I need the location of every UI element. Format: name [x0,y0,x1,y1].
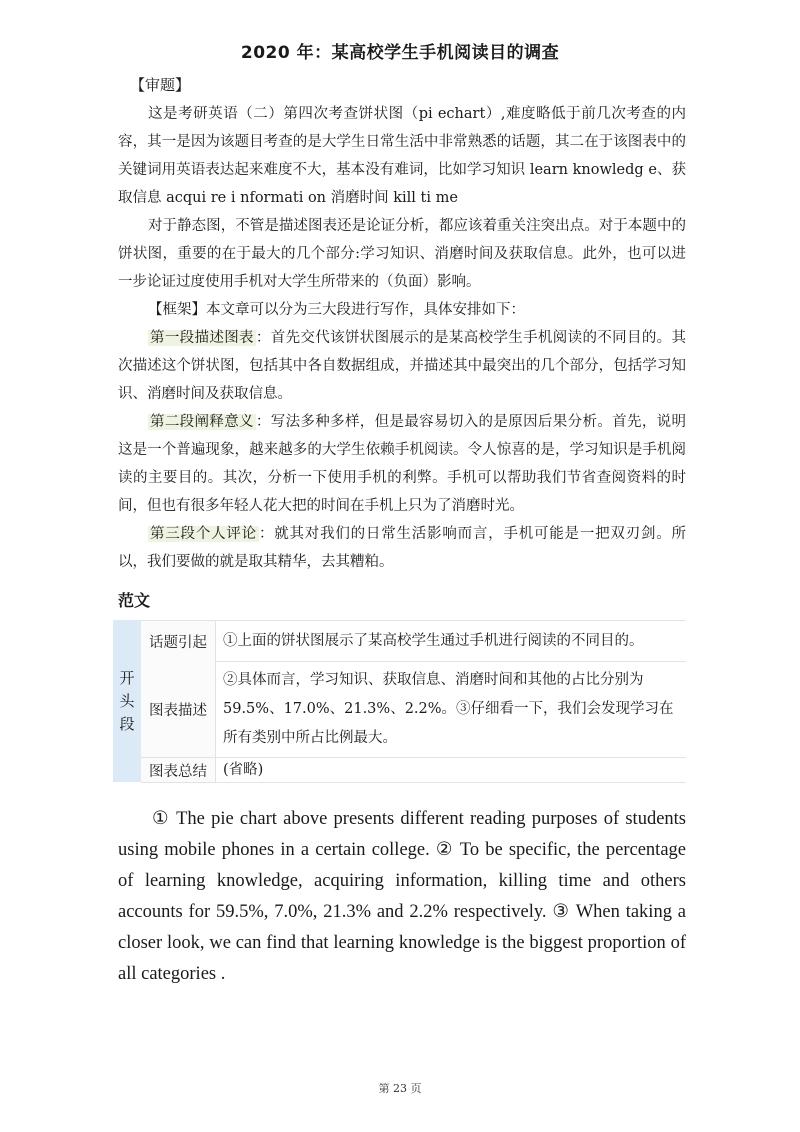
kuangjia-para3-text: ：就其对我们的日常生活影响而言，手机可能是一把双刃剑。所以，我们要做的就是取其精华，去其糟粕。 [118,526,687,570]
kuangjia-para2-text: ：写法多种多样，但是最容易切入的是原因后果分析。首先，说明这是一个普遍现象，越来越多的大学生依赖手机阅读。令人惊喜的是，学习知识是手机阅读的主要目的。其次，分析一下使用手机的利弊。手机可以帮助我们节省查阅资料的时间，但也有很多年轻人花大把的时间在手机上只为了消磨时光。 [118,414,687,514]
english-sample [118,804,686,990]
side-char: 段 [119,714,135,733]
row-content: (省略) [223,761,264,778]
kuangjia-para1-text: ：首先交代该饼状图展示的是某高校学生手机阅读的不同目的。其次描述这个饼状图，包括其中各自数据组成，并描述其中最突出的几个部分，包括学习知识、消磨时间及获取信息。 [118,330,687,402]
kuangjia-intro-line [118,296,686,324]
table-side-label [113,620,141,782]
kuangjia-label: 【框架】 [148,302,206,318]
kuangjia-para2-label: 第二段阐释意义 [150,414,254,430]
kuangjia-para1-label: 第一段描述图表 [150,330,254,346]
side-char: 头 [119,691,135,710]
row-head: 话题引起 [141,621,216,661]
page-title: 2020 年：某高校学生手机阅读目的调查 [240,43,560,63]
table-row [141,620,686,662]
row-content: ①上面的饼状图展示了某高校学生通过手机进行阅读的不同目的。 [223,632,644,649]
shenti-paragraph-2: 对于静态图，不管是描述图表还是论证分析，都应该着重关注突出点。对于本题中的饼状图，重要的在于最大的几个部分:学习知识、消磨时间及获取信息。此外，也可以进一步论证过度使用手机对大学生所带来的（负面）影响。 [118,218,686,290]
shenti-section [118,100,686,576]
fanwen-heading: 范文 [118,591,151,610]
table-row [141,661,686,758]
shenti-label: 【审题】 [130,76,191,94]
kuangjia-paragraph-3 [118,520,686,576]
side-char: 开 [119,668,135,687]
fanwen-table [113,620,686,782]
table-row [141,758,686,783]
english-paragraph: ① The pie chart above presents different reading purposes of students using mobile phones in a certain college. ② To be specific, the percentage of learning knowledge, acquiring information, killing time and others accounts for 59.5%, 7.0%, 21.3% and 2.2% respectively. ③ When taking a closer look, we can find that learning knowledge is the biggest proportion of all categories . [118,809,686,984]
shenti-paragraph-1: 这是考研英语（二）第四次考查饼状图（pi echart）,难度略低于前几次考查的内容，其一是因为该题目考查的是大学生日常生活中非常熟悉的话题，其二在于该图表中的关键词用英语表达起来难度不大，基本没有难词，比如学习知识 learn knowledg e、获取信息 acqui re i nformati on 消磨时间 kill ti me [118,106,686,206]
kuangjia-paragraph-1 [118,324,686,408]
kuangjia-para3-label: 第三段个人评论 [150,526,257,542]
kuangjia-paragraph-2 [118,408,686,520]
row-content: ②具体而言，学习知识、获取信息、消磨时间和其他的占比分别为 59.5%、17.0%、21.3%、2.2%。③仔细看一下，我们会发现学习在所有类别中所占比例最大。 [223,671,674,746]
kuangjia-intro: 本文章可以分为三大段进行写作，具体安排如下： [206,302,525,318]
row-head: 图表总结 [141,758,216,782]
row-head: 图表描述 [141,661,216,757]
page-number: 第 23 页 [378,1082,422,1095]
